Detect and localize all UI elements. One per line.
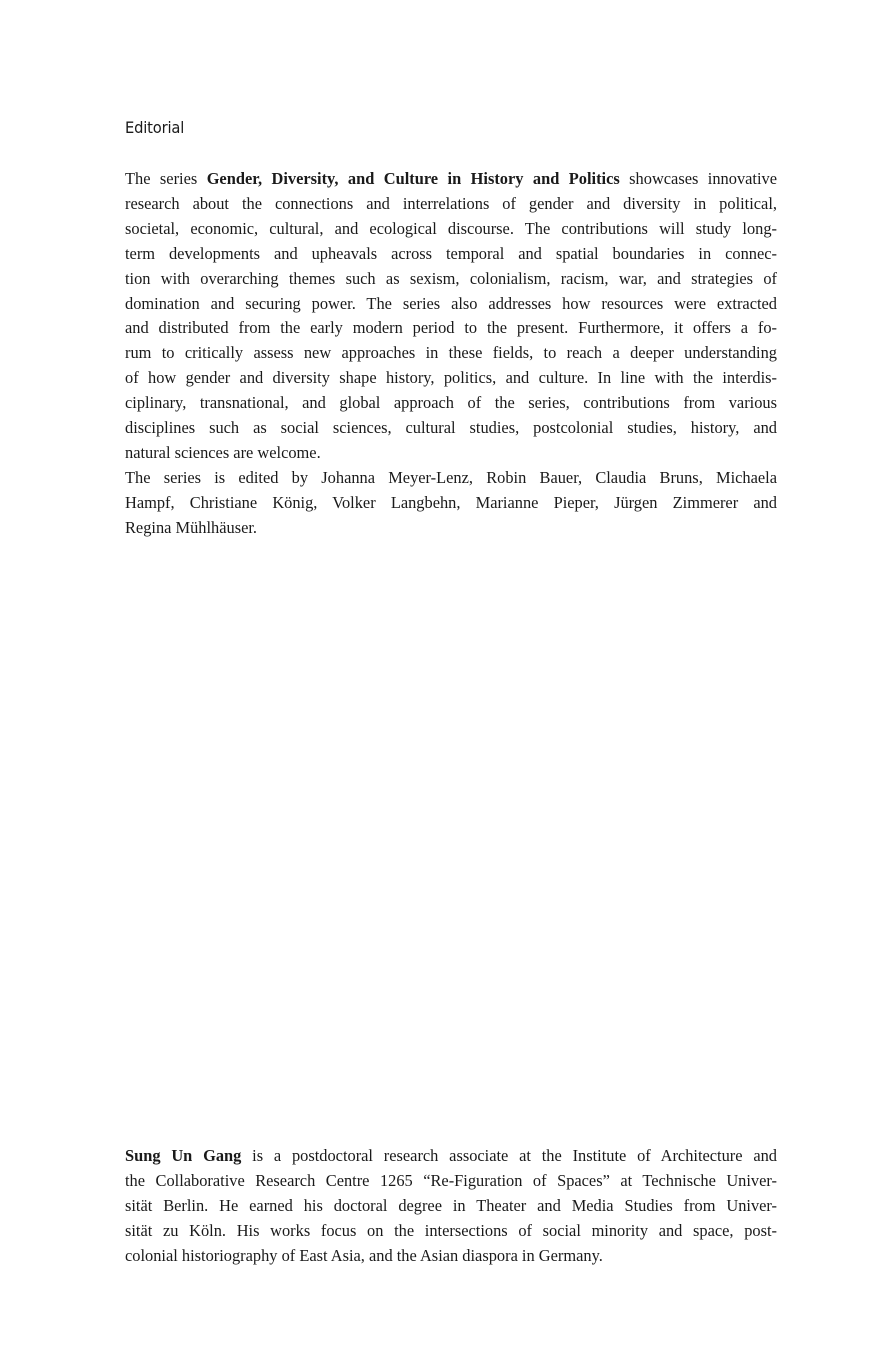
editorial-line: of how gender and diversity shape history, politics, and culture. In line with the interdis- xyxy=(125,368,777,388)
editorial-line: societal, economic, cultural, and ecological discourse. The contributions will study long- xyxy=(125,218,777,238)
editors-line: Regina Mühlhäuser. xyxy=(125,517,258,537)
series-title: Gender, Diversity, and Culture in History and Politics xyxy=(206,169,620,188)
editorial-line: disciplines such as social sciences, cultural studies, postcolonial studies, history, and xyxy=(125,418,777,438)
bio-first-line: is a postdoctoral research associate at the Institute of Architecture and xyxy=(241,1146,778,1165)
editorial-line: term developments and upheavals across temporal and spatial boundaries in connec- xyxy=(125,243,777,263)
editorial-line: domination and securing power. The series also addresses how resources were extracted xyxy=(125,293,777,313)
editorial-text xyxy=(125,167,777,541)
intro-before: The series xyxy=(125,169,207,188)
editors-line: The series is edited by Johanna Meyer-Lenz, Robin Bauer, Claudia Bruns, Michaela xyxy=(125,467,777,487)
author-bio xyxy=(125,1144,777,1269)
bio-line: the Collaborative Research Centre 1265 “Re-Figuration of Spaces” at Technische Univer- xyxy=(125,1170,777,1190)
editorial-line: natural sciences are welcome. xyxy=(125,442,321,462)
editorial-heading: Editorial xyxy=(125,118,185,137)
editorial-line xyxy=(125,167,777,192)
editorial-line: and distributed from the early modern period to the present. Furthermore, it offers a fo- xyxy=(125,318,777,338)
bio-line: sität Berlin. He earned his doctoral degree in Theater and Media Studies from Univer- xyxy=(125,1195,777,1215)
bio-line xyxy=(125,1144,777,1169)
bio-line: colonial historiography of East Asia, and the Asian diaspora in Germany. xyxy=(125,1245,603,1265)
editors-line: Hampf, Christiane König, Volker Langbehn, Marianne Pieper, Jürgen Zimmerer and xyxy=(125,492,777,512)
editorial-line: rum to critically assess new approaches in these fields, to reach a deeper understanding xyxy=(125,343,777,363)
book-page xyxy=(125,0,777,1361)
author-name: Sung Un Gang xyxy=(125,1146,242,1165)
bio-line: sität zu Köln. His works focus on the intersections of social minority and space, post- xyxy=(125,1220,777,1240)
editorial-line: research about the connections and interrelations of gender and diversity in political, xyxy=(125,193,777,213)
intro-after: showcases innovative xyxy=(619,169,777,188)
editorial-line: tion with overarching themes such as sexism, colonialism, racism, war, and strategies of xyxy=(125,268,777,288)
editorial-line: ciplinary, transnational, and global approach of the series, contributions from various xyxy=(125,393,777,413)
